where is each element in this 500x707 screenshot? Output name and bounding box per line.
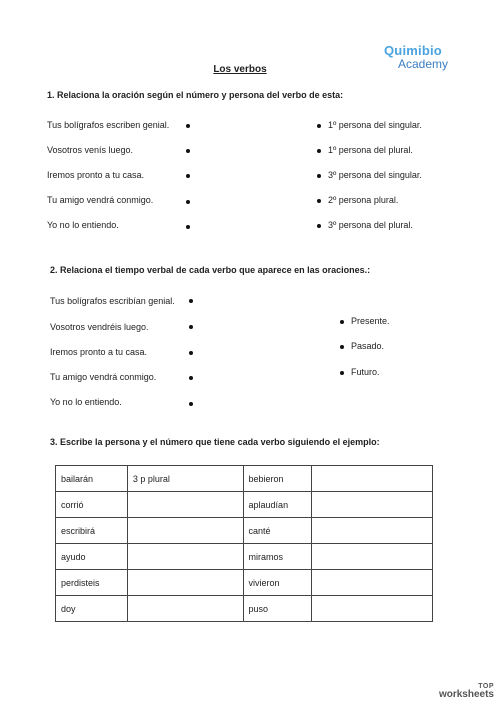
answer-cell[interactable] <box>312 492 433 518</box>
answer-cell[interactable] <box>312 518 433 544</box>
s2-left-match-dot[interactable] <box>189 299 193 303</box>
verb-cell: doy <box>56 596 128 622</box>
s2-option[interactable]: Presente. <box>351 316 390 326</box>
verb-cell: canté <box>243 518 312 544</box>
section2-heading: 2. Relaciona el tiempo verbal de cada verbo que aparece en las oraciones.: <box>50 265 371 275</box>
table-row <box>56 492 433 518</box>
answer-cell[interactable] <box>127 596 243 622</box>
table-row <box>56 570 433 596</box>
watermark-line-2: worksheets <box>438 689 494 700</box>
s2-option[interactable]: Pasado. <box>351 341 385 351</box>
s1-option[interactable]: 1º persona del singular. <box>328 120 422 130</box>
verb-cell: aplaudían <box>243 492 312 518</box>
s1-option[interactable]: 3º persona del plural. <box>328 220 413 230</box>
s1-sentence: Iremos pronto a tu casa. <box>47 170 145 180</box>
section1-heading: 1. Relaciona la oración según el número y persona del verbo de esta: <box>47 90 344 100</box>
topworksheets-watermark <box>438 683 494 700</box>
page-title-text: Los verbos <box>213 64 267 75</box>
s1-option[interactable]: 1º persona del plural. <box>328 145 413 155</box>
verb-cell: corrió <box>56 492 128 518</box>
section3-heading: 3. Escribe la persona y el número que tiene cada verbo siguiendo el ejemplo: <box>50 437 380 447</box>
s2-sentence: Yo no lo entiendo. <box>50 397 122 407</box>
s1-sentence: Tus bolígrafos escriben genial. <box>47 120 170 130</box>
s2-option[interactable]: Futuro. <box>351 367 380 377</box>
s1-option[interactable]: 3º persona del singular. <box>328 170 422 180</box>
answer-cell[interactable] <box>127 492 243 518</box>
verb-cell: puso <box>243 596 312 622</box>
answer-cell[interactable] <box>312 466 433 492</box>
table-row <box>56 466 433 492</box>
verb-cell: miramos <box>243 544 312 570</box>
s1-sentence: Yo no lo entiendo. <box>47 220 119 230</box>
s1-sentence: Tu amigo vendrá conmigo. <box>47 195 154 205</box>
s1-left-match-dot[interactable] <box>186 200 190 204</box>
answer-cell[interactable]: 3 p plural <box>127 466 243 492</box>
s1-option[interactable]: 2º persona plural. <box>328 195 399 205</box>
s2-sentence: Iremos pronto a tu casa. <box>50 347 148 357</box>
s2-sentence: Tus bolígrafos escribían genial. <box>50 296 175 306</box>
s1-left-match-dot[interactable] <box>186 124 190 128</box>
verb-cell: ayudo <box>56 544 128 570</box>
logo-line-2: Academy <box>398 57 449 71</box>
answer-cell[interactable] <box>127 544 243 570</box>
answer-cell[interactable] <box>312 544 433 570</box>
s1-sentence: Vosotros venís luego. <box>47 145 134 155</box>
verb-cell: perdisteis <box>56 570 128 596</box>
s2-left-match-dot[interactable] <box>189 402 193 406</box>
s1-left-match-dot[interactable] <box>186 225 190 229</box>
table-row <box>56 518 433 544</box>
verbs-table <box>55 465 433 622</box>
logo-line-1: Quimibio <box>384 43 442 58</box>
table-row <box>56 596 433 622</box>
verb-cell: bailarán <box>56 466 128 492</box>
s2-left-match-dot[interactable] <box>189 325 193 329</box>
s2-sentence: Vosotros vendréis luego. <box>50 322 149 332</box>
s2-left-match-dot[interactable] <box>189 376 193 380</box>
s1-left-match-dot[interactable] <box>186 149 190 153</box>
s1-left-match-dot[interactable] <box>186 174 190 178</box>
answer-cell[interactable] <box>312 596 433 622</box>
verb-cell: bebieron <box>243 466 312 492</box>
s2-left-match-dot[interactable] <box>189 351 193 355</box>
table-row <box>56 544 433 570</box>
page-title <box>0 64 500 75</box>
watermark-line-1: TOP <box>478 683 494 690</box>
answer-cell[interactable] <box>312 570 433 596</box>
answer-cell[interactable] <box>127 518 243 544</box>
answer-cell[interactable] <box>127 570 243 596</box>
s2-sentence: Tu amigo vendrá conmigo. <box>50 372 157 382</box>
verb-cell: vivieron <box>243 570 312 596</box>
verb-cell: escribirá <box>56 518 128 544</box>
